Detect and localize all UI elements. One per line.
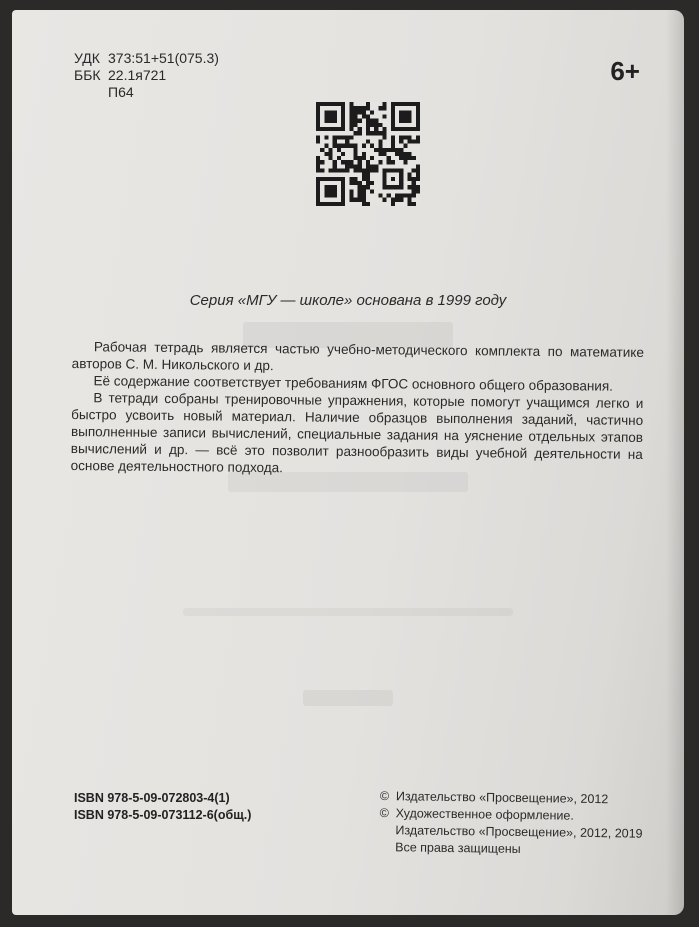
copyright-line: Издательство «Просвещение», 2012, 2019 [395, 823, 643, 841]
author-mark: П64 [108, 84, 134, 100]
annotation-paragraph: Рабочая тетрадь является частью учебно-методического комплекта по математике авторов С. М. Никольского и др. [71, 339, 644, 374]
isbn-line: ISBN 978-5-09-073112-6(общ.) [74, 808, 252, 822]
copyright-symbol: © [379, 805, 389, 821]
age-rating: 6+ [610, 56, 640, 86]
series-line: Серия «МГУ — школе» основана в 1999 году [189, 292, 507, 309]
isbn-line: ISBN 978-5-09-072803-4(1) [74, 791, 230, 805]
bbk-value: 22.1я721 [108, 67, 167, 83]
bbk-label: ББК [74, 67, 101, 83]
book-page [12, 10, 684, 915]
show-through-shape [12, 608, 684, 618]
show-through-shape [12, 690, 684, 708]
annotation-paragraph: Её содержание соответствует требованиям ФГОС основного общего образования. [93, 373, 614, 394]
udk-value: 373:51+51(075.3) [108, 50, 219, 66]
copyright-line: Издательство «Просвещение», 2012 [395, 789, 609, 807]
qr-code-icon [316, 102, 420, 206]
copyright-line: Художественное оформление. [395, 806, 574, 823]
copyright-symbol: © [379, 788, 390, 804]
page-edge-shadow [666, 10, 684, 915]
annotation-paragraph: В тетради собраны тренировочные упражнения, которые помогут учащимся легко и быстро усвоить новый материал. Наличие образцов выполнения заданий, частично выполненные записи вычислений, специальные задания на уяснение отдельных этапов вычислений и др. — всё это позволит разнообразить виды учебной деятельности на основе деятельностного подхода. [70, 390, 644, 476]
udk-label: УДК [74, 50, 100, 66]
isbn-block [74, 790, 251, 824]
annotation-text [71, 338, 644, 480]
bibliographic-block [74, 50, 219, 101]
copyright-line: Все права защищены [395, 840, 521, 856]
copyright-block [379, 788, 643, 860]
